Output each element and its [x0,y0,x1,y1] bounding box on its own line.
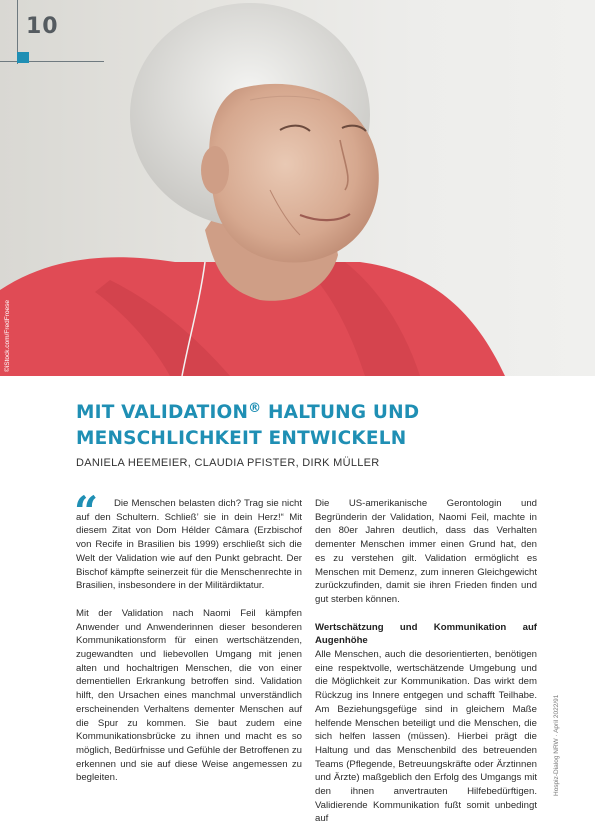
article-title [76,396,536,452]
quote-mark-icon: “ [74,487,99,536]
page-number-box [0,0,86,60]
corner-line-horizontal [0,61,104,62]
title-part-1: MIT VALIDATION [76,402,249,423]
issue-meta: Hospiz-Dialog NRW · April 2022/91 [553,694,560,796]
body-paragraph-1: Mit der Validation nach Naomi Feil kämpfen Anwender und Anwenderinnen dieser besonderen Kommunikationsform für einen wertschätzenden, zugewandten und liebevollen Umgang mit jenen alten und hochaltrigen Menschen, die von einer dementiellen Erkrankung betroffen sind. Validation hilft, den Ursachen eines manchmal unverständlich erscheinenden Verhaltens dementer Menschen auf die Spur zu kommen. Sie baut zudem eine Kommunikationsbrücke zu ihnen und macht es so möglich, Bedürfnisse und Gefühle der Betroffenen zu erkennen und sie auf diese Weise angemessen zu begleiten. [76,607,302,784]
text-column-left [74,487,302,785]
page-number: 10 [26,14,59,39]
article-authors: DANIELA HEEMEIER, CLAUDIA PFISTER, DIRK MÜLLER [76,457,380,469]
header-photo [0,0,595,376]
photo-credit: ©iStock.com/FredFroese [4,300,11,372]
section-subheading: Wertschätzung und Kommunikation auf Augenhöhe [315,621,537,647]
elderly-woman-portrait [0,0,595,376]
intro-paragraph: Die Menschen belasten dich? Trag sie nicht auf den Schultern. Schließ’ sie in dein Herz!“ Mit diesem Zitat von Dom Hélder Câmara (Erzbischof von Recife in Brasilien bis 1999) erschließt sich die Welt der Validation wie auf den Punkt gebracht. Der Bischof kämpfte seinerzeit für die Menschenrechte in Brasilien, insbesondere in der Militärdiktatur. [76,498,302,592]
body-paragraph-3: Alle Menschen, auch die desorientierten, benötigen eine respektvolle, wertschätzende Umgebung und die Möglichkeit zur Kommunikation. Das wirkt dem Rückzug ins Innere entgegen und schafft Teilhabe. Am Beziehungsgefüge sind in gleichem Maße helfende Menschen beteiligt und die Menschen, die sich helfen lassen (müssen). Hierbei prägt die Haltung und das Menschenbild des betreuenden Teams (Pflegende, Betreuungskräfte oder Ärztinnen und Ärzte) maßgeblich den Erfolg des Umgangs mit den ihnen anvertrauten Hilfebedürftigen. Validierende Kommunikation fußt somit unbedingt auf [315,649,537,825]
text-column-right [315,497,537,826]
intro-quote [74,487,302,593]
title-part-2: HALTUNG UND MENSCHLICHKEIT ENTWICKELN [76,402,420,449]
corner-accent-square [17,52,29,63]
body-paragraph-2: Die US-amerikanische Gerontologin und Begründerin der Validation, Naomi Feil, machte in den 80er Jahren deutlich, dass das Verhalten dementer Menschen immer einen Grund hat, den es zu verstehen gilt. Validation ermöglicht es Menschen mit Demenz, zum inneren Gleichgewicht zurückzufinden, damit sie ihren Frieden finden und gut sterben können. [315,498,537,605]
registered-mark: ® [248,401,262,416]
